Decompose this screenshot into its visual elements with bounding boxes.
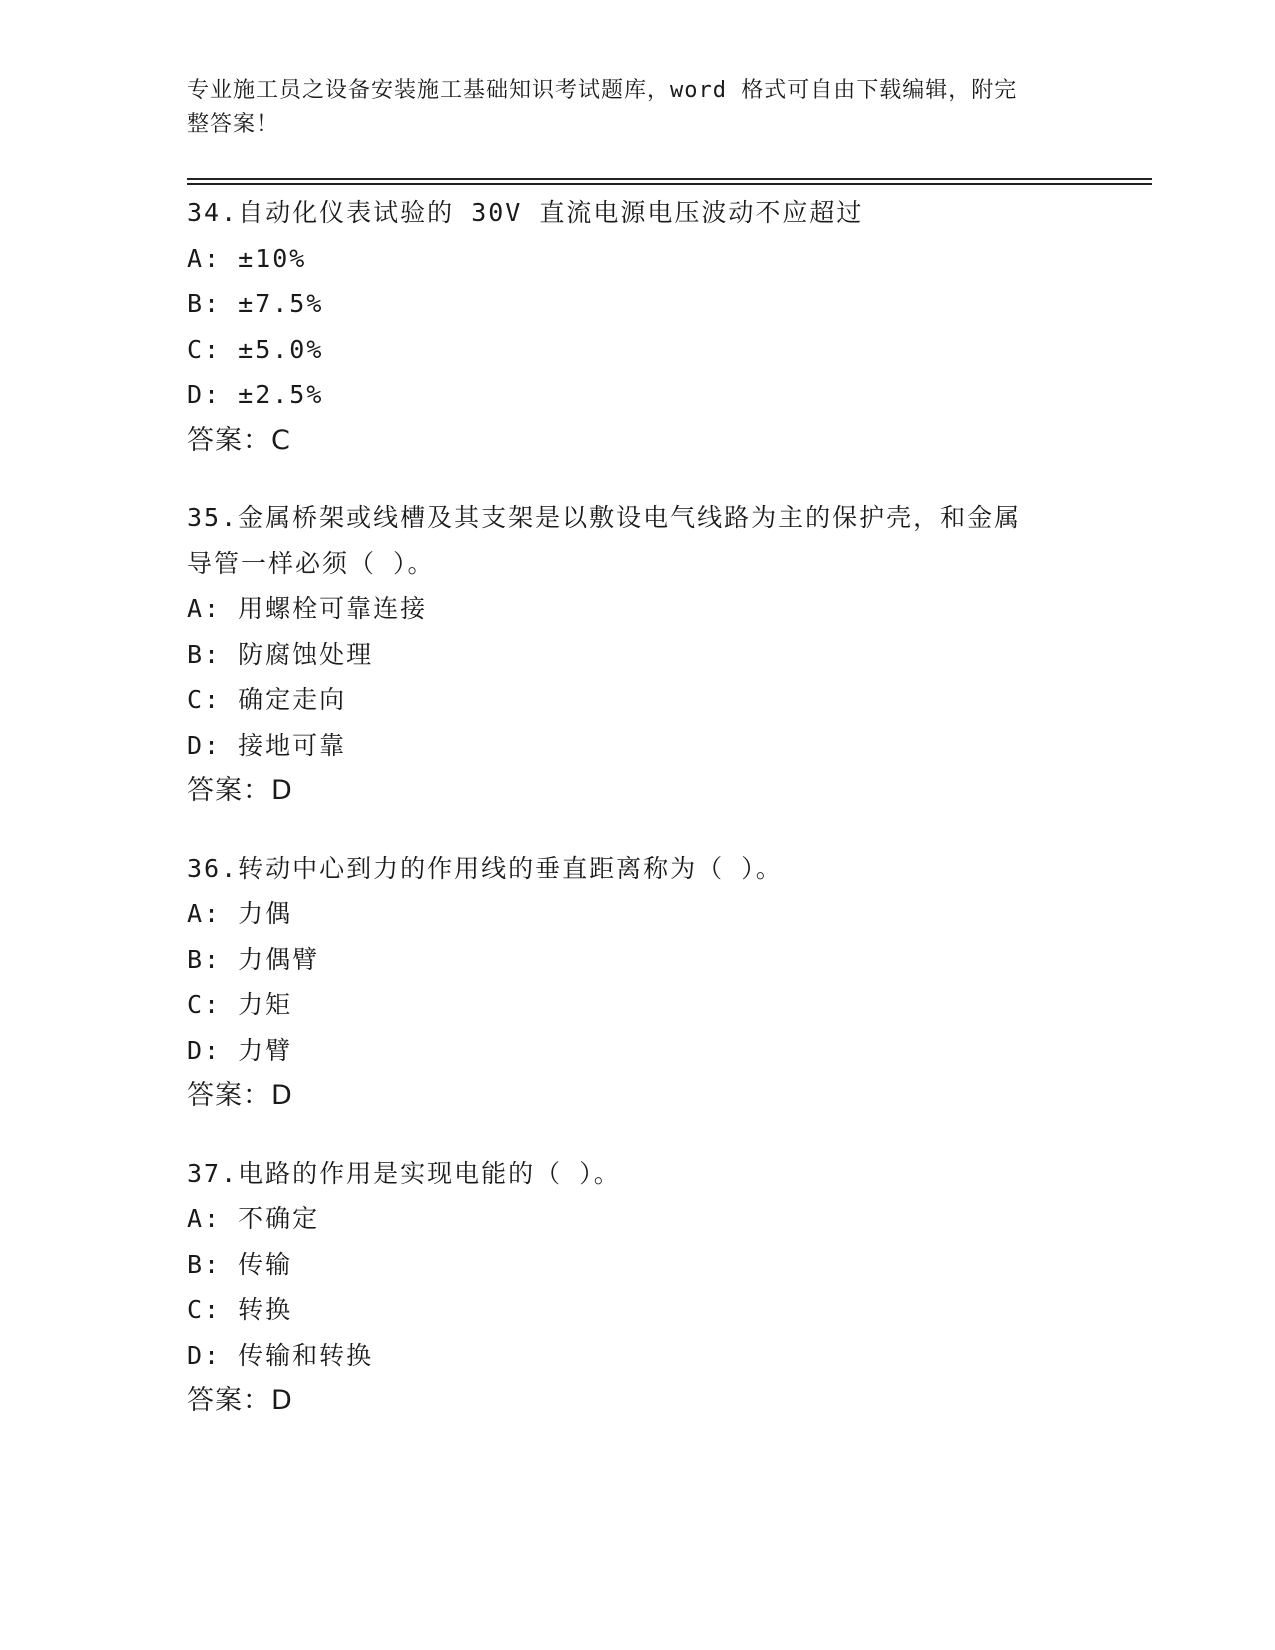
question-37 (187, 1151, 1087, 1424)
header-line-2: 整答案！ (187, 112, 280, 137)
document-header (187, 74, 1087, 142)
option-b: B: ±7.5% (187, 289, 324, 318)
header-divider-top (187, 178, 1152, 180)
question-35 (187, 495, 1087, 814)
question-stem-continued: 导管一样必须（ ）。 (187, 548, 435, 578)
question-34 (187, 190, 1087, 463)
question-stem: 36.转动中心到力的作用线的垂直距离称为（ ）。 (187, 853, 783, 883)
option-a: A: 用螺栓可靠连接 (187, 594, 428, 623)
answer: 答案：D (187, 1385, 293, 1416)
question-stem: 35.金属桥架或线槽及其支架是以敷设电气线路为主的保护壳，和金属 (187, 503, 1022, 532)
question-stem: 37.电路的作用是实现电能的（ ）。 (187, 1158, 621, 1188)
question-stem: 34.自动化仪表试验的 30V 直流电源电压波动不应超过 (187, 198, 864, 227)
option-b: B: 力偶臂 (187, 944, 320, 974)
option-c: C: 确定走向 (187, 685, 347, 714)
option-c: C: 力矩 (187, 990, 293, 1019)
option-d: D: 传输和转换 (187, 1340, 374, 1370)
option-a: A: 不确定 (187, 1204, 320, 1233)
option-a: A: ±10% (187, 243, 307, 273)
option-b: B: 防腐蚀处理 (187, 639, 374, 669)
header-line-1: 专业施工员之设备安装施工基础知识考试题库，word 格式可自由下载编辑，附完 (187, 78, 1018, 103)
option-c: C: ±5.0% (187, 334, 324, 364)
option-b: B: 传输 (187, 1249, 293, 1279)
answer: 答案：C (187, 424, 291, 456)
option-d: D: ±2.5% (187, 380, 324, 409)
question-list (187, 190, 1087, 1456)
option-d: D: 接地可靠 (187, 730, 347, 760)
option-c: C: 转换 (187, 1295, 293, 1324)
option-d: D: 力臂 (187, 1035, 293, 1065)
question-36 (187, 846, 1087, 1119)
header-divider-bottom (187, 183, 1152, 185)
answer: 答案：D (187, 1080, 293, 1111)
option-a: A: 力偶 (187, 899, 293, 928)
answer: 答案：D (187, 775, 293, 806)
